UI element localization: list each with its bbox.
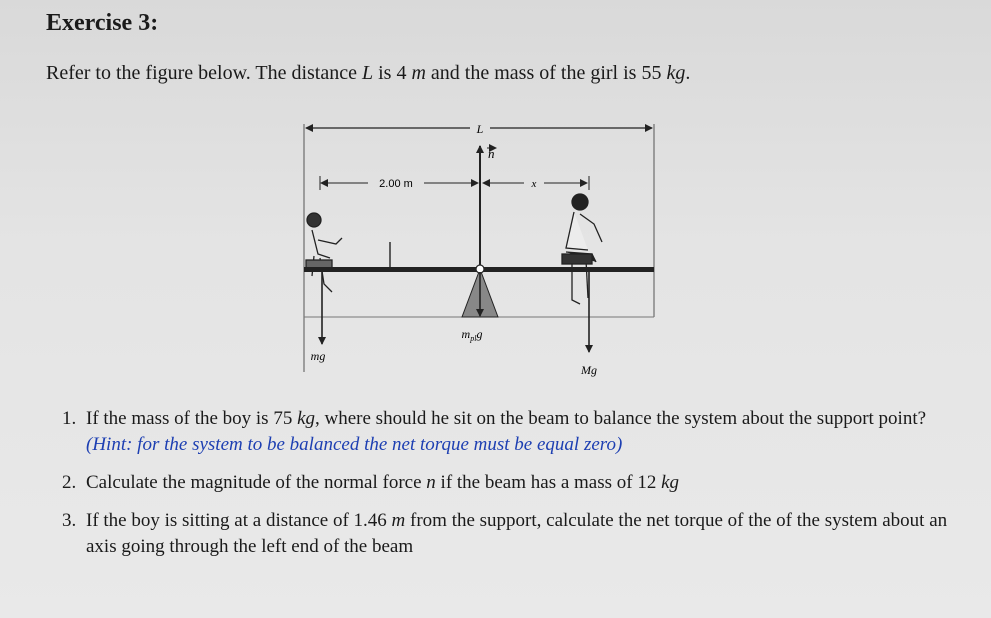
label-2m: 2.00 m xyxy=(379,178,413,190)
intro-text-b: is 4 xyxy=(373,62,412,84)
intro-var-L: L xyxy=(362,62,374,84)
seesaw-figure xyxy=(290,112,670,382)
question-list xyxy=(50,406,950,572)
question-number: 1. xyxy=(62,408,77,429)
question-number: 2. xyxy=(62,472,77,493)
question-text: from the support, calculate the net torque of the of the system about an axis going through the left end of the beam xyxy=(86,510,948,557)
exercise-intro xyxy=(46,62,690,85)
var-n: n xyxy=(426,472,436,493)
label-x: x xyxy=(531,178,537,190)
label-L: L xyxy=(476,122,484,136)
question-2 xyxy=(50,470,950,496)
boy-figure xyxy=(562,194,602,304)
intro-unit-m: m xyxy=(411,62,426,84)
question-text: Calculate the magnitude of the normal force xyxy=(86,472,427,493)
label-n: n xyxy=(488,146,495,161)
label-mpl-g: $m_{pl}g$ xyxy=(461,327,483,343)
unit-kg: kg xyxy=(661,472,680,493)
question-text: , where should he sit on the beam to balance the system about the support point? xyxy=(315,408,927,429)
intro-text-d: . xyxy=(685,62,691,84)
label-mg: mg xyxy=(310,349,326,363)
question-3 xyxy=(50,508,950,560)
question-text: if the beam has a mass of 12 xyxy=(435,472,662,493)
unit-m: m xyxy=(391,510,406,531)
question-number: 3. xyxy=(62,510,77,531)
intro-unit-kg: kg xyxy=(666,62,686,84)
question-text: If the boy is sitting at a distance of 1.46 xyxy=(86,510,392,531)
question-text: If the mass of the boy is 75 xyxy=(86,408,298,429)
intro-text-c: and the mass of the girl is 55 xyxy=(425,62,667,84)
hint-text: (Hint: for the system to be balanced the net torque must be equal zero) xyxy=(86,434,623,455)
girl-figure xyxy=(306,213,342,292)
question-1 xyxy=(50,406,950,458)
pivot-point xyxy=(476,265,484,273)
unit-kg: kg xyxy=(297,408,316,429)
intro-text-a: Refer to the figure below. The distance xyxy=(46,62,362,84)
label-Mg: Mg xyxy=(581,363,597,377)
exercise-title: Exercise 3: xyxy=(46,10,159,36)
